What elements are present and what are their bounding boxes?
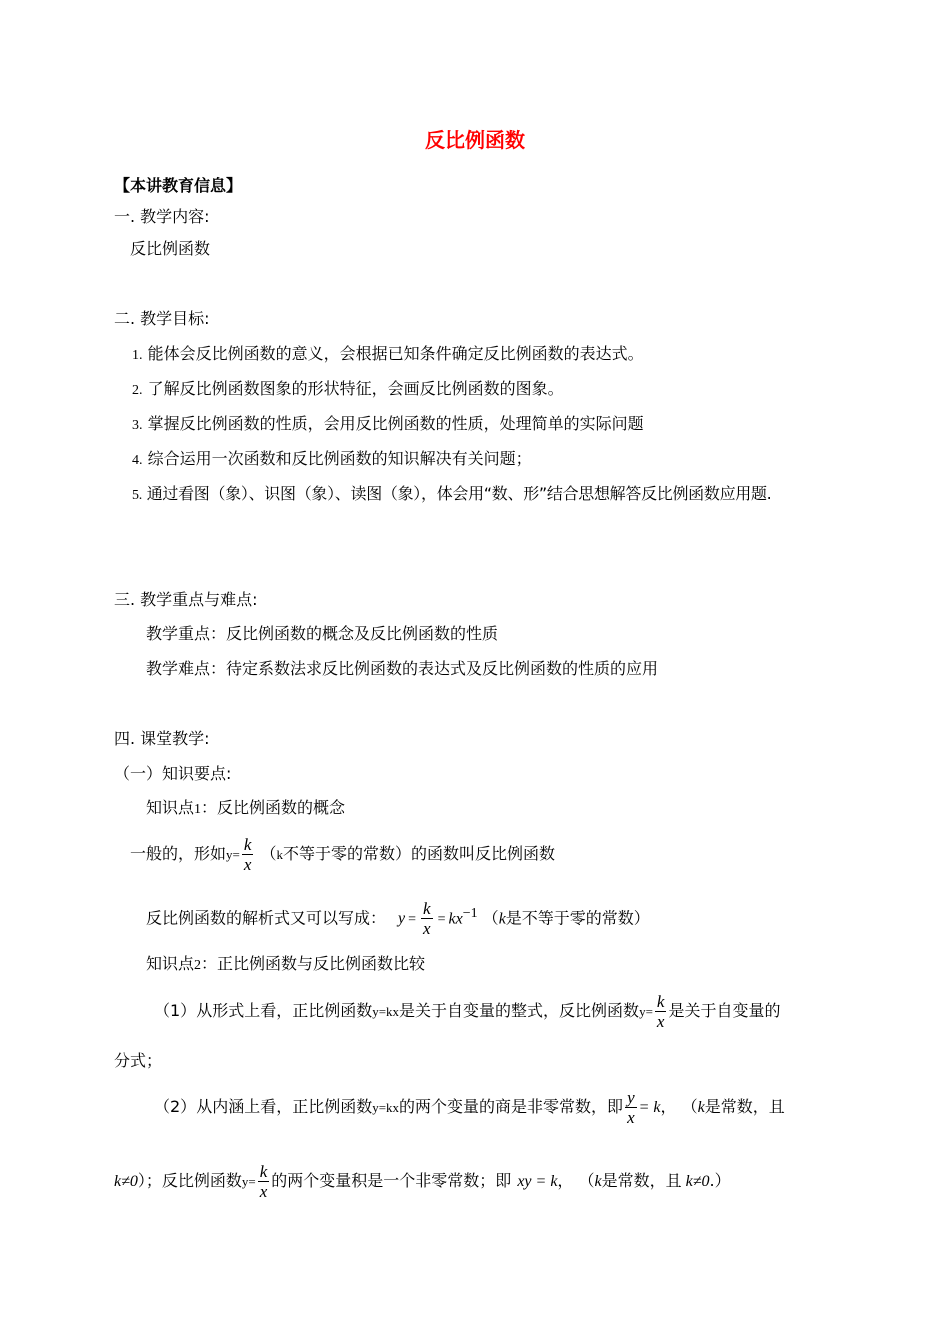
paren-open: （	[255, 844, 277, 863]
section-1-heading: 一. 教学内容:	[114, 207, 210, 226]
item-text: 从形式上看，正比例函数	[196, 1001, 373, 1020]
kp-number: 1	[194, 802, 202, 817]
comparison-2-continued	[114, 1159, 731, 1204]
var-y: y	[398, 910, 406, 928]
definition-text: 不等于零的常数）的函数叫反比例函数	[283, 844, 556, 863]
kp-text: ：正比例函数与反比例函数比较	[201, 954, 426, 973]
denominator: x	[656, 1012, 665, 1031]
item-text: 的两个变量的商是非零常数，即	[399, 1097, 624, 1116]
knowledge-point-1	[146, 798, 345, 820]
item-text: ， （	[557, 1171, 595, 1190]
item-text: 是常数，且	[704, 1097, 785, 1116]
page-title: 反比例函数	[425, 128, 525, 152]
objective-item	[132, 414, 644, 436]
denominator: x	[259, 1182, 268, 1201]
objective-number: 3.	[132, 418, 143, 433]
section-3-heading: 三. 教学重点与难点:	[114, 590, 258, 609]
equals: =	[437, 912, 446, 928]
numerator: k	[243, 835, 252, 854]
formula-ykx: y=kx	[372, 1100, 400, 1115]
numerator: k	[656, 992, 665, 1011]
definition-prefix: 一般的，形如	[130, 844, 227, 863]
item-text: ， （	[660, 1097, 698, 1116]
objective-item	[132, 484, 771, 506]
formula-y-eq: y=	[639, 1004, 653, 1019]
objective-number: 4.	[132, 453, 143, 468]
item-text: ）；反比例函数	[137, 1171, 242, 1190]
definition-line	[130, 832, 555, 877]
k-variable: k	[697, 1099, 705, 1116]
objective-text: 能体会反比例函数的意义，会根据已知条件确定反比例函数的表达式。	[147, 344, 644, 363]
formula-ykx: y=kx	[372, 1004, 400, 1019]
k-nonzero: k≠0	[114, 1173, 138, 1190]
formula-y-eq: y=	[241, 1174, 256, 1189]
k-variable: k	[276, 847, 283, 862]
kx-term: kx	[448, 910, 463, 928]
kp-number: 2	[194, 958, 202, 973]
denominator: x	[423, 919, 431, 939]
fraction-k-over-x	[242, 835, 254, 874]
equals: =	[408, 912, 417, 928]
item-label: （1）	[154, 1001, 197, 1020]
objective-text: 了解反比例函数图象的形状特征，会画反比例函数的图象。	[147, 379, 564, 398]
info-header: 【本讲教育信息】	[114, 176, 243, 195]
kp-prefix: 知识点	[146, 798, 195, 817]
item-text: 是关于自变量的	[668, 1001, 781, 1020]
kp-prefix: 知识点	[146, 954, 195, 973]
numerator: k	[259, 1162, 268, 1181]
fraction-y-over-x	[625, 1088, 637, 1127]
equals-k: = k	[638, 1099, 661, 1116]
kp-text: ：反比例函数的概念	[201, 798, 346, 817]
objective-item	[132, 449, 532, 471]
objective-number: 1.	[132, 348, 143, 363]
denominator: x	[243, 855, 252, 874]
objective-item	[132, 379, 564, 401]
item-text: 是常数，且	[601, 1171, 682, 1190]
k-variable: k	[498, 910, 506, 928]
analytic-prefix: 反比例函数的解析式又可以写成：	[146, 908, 387, 928]
comparison-2	[154, 1085, 785, 1130]
numerator: k	[423, 899, 431, 919]
objective-item	[132, 344, 644, 366]
xy-eq-k: xy = k	[517, 1173, 558, 1190]
item-label: （2）	[154, 1097, 197, 1116]
section-2-heading: 二. 教学目标:	[114, 309, 210, 328]
objective-text: 通过看图（象）、识图（象）、读图（象），体会用“数、形”结合思想解答反比例函数应用题.	[146, 484, 772, 503]
item-text: .）	[709, 1171, 731, 1190]
section-1-content: 反比例函数	[130, 239, 211, 258]
fraction-k-over-x	[258, 1162, 270, 1201]
objective-text: 掌握反比例函数的性质，会用反比例函数的性质，处理简单的实际问题	[147, 414, 644, 433]
k-nonzero: k≠0	[685, 1173, 710, 1190]
item-text: 从内涵上看，正比例函数	[196, 1097, 373, 1116]
fraction-k-over-x	[655, 992, 667, 1031]
analytic-line	[146, 892, 650, 942]
paren-open: （	[477, 908, 499, 928]
section-4-heading: 四. 课堂教学:	[114, 729, 210, 748]
analytic-text: 是不等于零的常数）	[505, 908, 650, 928]
objective-text: 综合运用一次函数和反比例函数的知识解决有关问题；	[147, 449, 532, 468]
comparison-1-continued: 分式；	[114, 1051, 163, 1070]
subsection-heading: （一）知识要点:	[114, 764, 232, 783]
objective-number: 2.	[132, 383, 143, 398]
formula-y-eq: y=	[226, 847, 240, 862]
item-text: 的两个变量积是一个非零常数；即	[271, 1171, 512, 1190]
denominator: x	[627, 1108, 635, 1127]
k-variable: k	[594, 1173, 602, 1190]
key-point: 教学重点：反比例函数的概念及反比例函数的性质	[146, 624, 499, 643]
item-text: 是关于自变量的整式，反比例函数	[399, 1001, 640, 1020]
numerator: y	[627, 1088, 635, 1107]
comparison-1	[154, 989, 780, 1034]
difficult-point: 教学难点：待定系数法求反比例函数的表达式及反比例函数的性质的应用	[146, 659, 659, 678]
knowledge-point-2	[146, 954, 425, 976]
fraction-k-over-x	[421, 899, 433, 938]
objective-number: 5.	[132, 488, 142, 503]
exponent: −1	[462, 906, 478, 921]
